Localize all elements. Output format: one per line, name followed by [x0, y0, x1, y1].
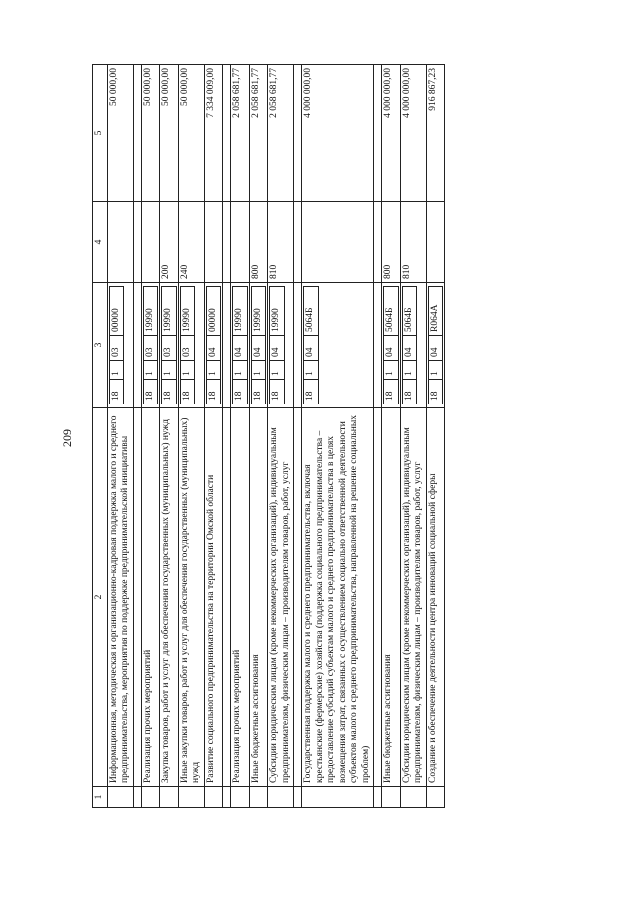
row-sum: 916 867,23 [426, 65, 445, 202]
budget-table [92, 64, 445, 808]
row-number-cell [178, 787, 204, 808]
row-expense-type: 800 [382, 202, 401, 283]
spacer-cell [294, 787, 302, 808]
code-part-k1: 18 [143, 380, 158, 405]
code-part-k4: 19990 [251, 287, 266, 336]
code-part-k3: 04 [206, 336, 221, 361]
code-parts [402, 286, 418, 404]
spacer-row [294, 65, 302, 808]
code-parts [143, 286, 159, 404]
code-parts [161, 286, 177, 404]
code-parts [180, 286, 196, 404]
row-sum: 2 058 681,77 [268, 65, 294, 202]
code-parts [109, 286, 125, 404]
spacer-cell [223, 787, 231, 808]
code-part-k3: 04 [384, 336, 399, 361]
spacer-cell [133, 65, 141, 202]
code-part-k3: 03 [180, 336, 195, 361]
code-part-k2: 1 [251, 361, 266, 380]
table-row [160, 65, 179, 808]
row-expense-type: 810 [400, 202, 426, 283]
header-col-4: 4 [93, 202, 108, 283]
spacer-cell [294, 202, 302, 283]
spacer-cell [133, 202, 141, 283]
spacer-cell [374, 408, 382, 787]
code-part-k2: 1 [109, 361, 124, 380]
code-parts [303, 286, 319, 404]
row-code [141, 283, 160, 408]
code-part-k4: 19990 [233, 287, 248, 336]
row-name: Создание и обеспечение деятельности центра инноваций социальной сферы [426, 408, 445, 787]
code-part-k3: 04 [251, 336, 266, 361]
code-part-k2: 1 [180, 361, 195, 380]
code-part-k2: 1 [162, 361, 177, 380]
code-part-k3: 04 [233, 336, 248, 361]
row-code [204, 283, 223, 408]
row-number-cell [160, 787, 179, 808]
code-part-k1: 18 [304, 380, 319, 405]
row-name: Информационная, методическая и организационно-кадровая поддержка малого и среднего предпринимательства, мероприятия по поддержке предпринимательской инициативы [107, 408, 133, 787]
code-part-k2: 1 [402, 361, 417, 380]
row-expense-type: 200 [160, 202, 179, 283]
code-part-k3: 03 [162, 336, 177, 361]
code-part-k2: 1 [384, 361, 399, 380]
spacer-cell [294, 408, 302, 787]
row-name: Реализация прочих мероприятий [141, 408, 160, 787]
table-row [268, 65, 294, 808]
row-code [382, 283, 401, 408]
code-part-k3: 04 [402, 336, 417, 361]
table-row [107, 65, 133, 808]
row-sum: 4 000 000,00 [382, 65, 401, 202]
row-code [107, 283, 133, 408]
table-row [204, 65, 223, 808]
code-part-k3: 04 [304, 336, 319, 361]
row-expense-type [107, 202, 133, 283]
row-expense-type: 800 [249, 202, 268, 283]
code-part-k4: 5064Б [402, 287, 417, 336]
row-number-cell [382, 787, 401, 808]
row-name: Развитие социального предпринимательства на территории Омской области [204, 408, 223, 787]
row-number-cell [400, 787, 426, 808]
code-part-k4: 5064Б [304, 287, 319, 336]
row-name: Закупка товаров, работ и услуг для обеспечения государственных (муниципальных) нужд [160, 408, 179, 787]
spacer-cell [223, 283, 231, 408]
row-sum: 7 334 009,00 [204, 65, 223, 202]
row-code [160, 283, 179, 408]
spacer-row [374, 65, 382, 808]
code-part-k2: 1 [428, 361, 443, 380]
row-expense-type [141, 202, 160, 283]
header-row [93, 65, 108, 808]
spacer-cell [294, 283, 302, 408]
row-number-cell [249, 787, 268, 808]
code-parts [383, 286, 399, 404]
spacer-cell [294, 65, 302, 202]
spacer-row [223, 65, 231, 808]
row-name: Субсидии юридическим лицам (кроме некоммерческих организаций), индивидуальным предпринимателям, физическим лицам – производителям товаров, работ, услуг [268, 408, 294, 787]
table-row [249, 65, 268, 808]
code-part-k1: 18 [270, 380, 285, 405]
row-number-cell [141, 787, 160, 808]
code-part-k1: 18 [162, 380, 177, 405]
table-row [400, 65, 426, 808]
code-part-k1: 18 [233, 380, 248, 405]
code-part-k4: 5064Б [384, 287, 399, 336]
row-sum: 50 000,00 [107, 65, 133, 202]
code-part-k1: 18 [206, 380, 221, 405]
code-part-k4: 19990 [180, 287, 195, 336]
code-part-k4: R064А [428, 287, 443, 336]
spacer-cell [223, 65, 231, 202]
code-part-k4: 00000 [206, 287, 221, 336]
spacer-cell [374, 787, 382, 808]
row-name: Иные бюджетные ассигнования [249, 408, 268, 787]
table-row [231, 65, 250, 808]
code-part-k1: 18 [180, 380, 195, 405]
header-col-3: 3 [93, 283, 108, 408]
row-code [302, 283, 374, 408]
row-number-cell [268, 787, 294, 808]
row-name: Иные закупки товаров, работ и услуг для обеспечения государственных (муниципальных) нужд [178, 408, 204, 787]
row-expense-type: 810 [268, 202, 294, 283]
code-part-k3: 03 [143, 336, 158, 361]
row-name: Субсидии юридическим лицам (кроме некоммерческих организаций), индивидуальным предпринимателям, физическим лицам – производителям товаров, работ, услуг [400, 408, 426, 787]
code-part-k2: 1 [233, 361, 248, 380]
code-part-k1: 18 [384, 380, 399, 405]
row-sum: 2 058 681,77 [249, 65, 268, 202]
code-parts [206, 286, 222, 404]
row-name: Реализация прочих мероприятий [231, 408, 250, 787]
row-sum: 50 000,00 [178, 65, 204, 202]
row-code [426, 283, 445, 408]
row-sum: 50 000,00 [141, 65, 160, 202]
row-sum: 4 000 000,00 [400, 65, 426, 202]
code-part-k3: 04 [428, 336, 443, 361]
spacer-cell [374, 202, 382, 283]
row-code [400, 283, 426, 408]
table-row [382, 65, 401, 808]
row-expense-type [302, 202, 374, 283]
code-parts [232, 286, 248, 404]
spacer-cell [374, 65, 382, 202]
code-part-k4: 19990 [143, 287, 158, 336]
header-col-2: 2 [93, 408, 108, 787]
row-expense-type [204, 202, 223, 283]
table-row [426, 65, 445, 808]
row-number-cell [204, 787, 223, 808]
code-part-k1: 18 [109, 380, 124, 405]
spacer-cell [223, 202, 231, 283]
row-expense-type [426, 202, 445, 283]
spacer-cell [133, 283, 141, 408]
code-part-k3: 04 [270, 336, 285, 361]
row-expense-type: 240 [178, 202, 204, 283]
row-number-cell [302, 787, 374, 808]
spacer-row [133, 65, 141, 808]
table-row [302, 65, 374, 808]
code-part-k2: 1 [206, 361, 221, 380]
code-part-k2: 1 [304, 361, 319, 380]
row-name: Иные бюджетные ассигнования [382, 408, 401, 787]
row-number-cell [231, 787, 250, 808]
row-sum: 50 000,00 [160, 65, 179, 202]
code-part-k2: 1 [270, 361, 285, 380]
row-code [268, 283, 294, 408]
code-part-k1: 18 [428, 380, 443, 405]
row-code [178, 283, 204, 408]
rotated-content [60, 68, 542, 808]
row-number-cell [426, 787, 445, 808]
row-name: Государственная поддержка малого и среднего предпринимательства, включая крестьянские (фермерские) хозяйства (поддержка социального предпринимательства – предоставление субсидий субъектам малого и среднего предпринимательства в целях возмещения затрат, связанных с осуществлением социально ответственной деятельности субъектов малого и среднего предпринимательства, направленной на решение социальных проблем) [302, 408, 374, 787]
row-number-cell [107, 787, 133, 808]
spacer-cell [133, 408, 141, 787]
code-part-k3: 03 [109, 336, 124, 361]
row-expense-type [231, 202, 250, 283]
header-col-1: 1 [93, 787, 108, 808]
table-row [178, 65, 204, 808]
spacer-cell [223, 408, 231, 787]
code-part-k4: 19990 [270, 287, 285, 336]
row-code [249, 283, 268, 408]
row-sum: 2 058 681,77 [231, 65, 250, 202]
code-part-k2: 1 [143, 361, 158, 380]
code-part-k1: 18 [402, 380, 417, 405]
header-col-5: 5 [93, 65, 108, 202]
row-sum: 4 000 000,00 [302, 65, 374, 202]
table-row [141, 65, 160, 808]
code-parts [251, 286, 267, 404]
code-part-k4: 19990 [162, 287, 177, 336]
code-parts [428, 286, 444, 404]
row-code [231, 283, 250, 408]
page-number: 209 [60, 429, 74, 447]
spacer-cell [374, 283, 382, 408]
code-part-k4: 00000 [109, 287, 124, 336]
code-parts [269, 286, 285, 404]
code-part-k1: 18 [251, 380, 266, 405]
spacer-cell [133, 787, 141, 808]
